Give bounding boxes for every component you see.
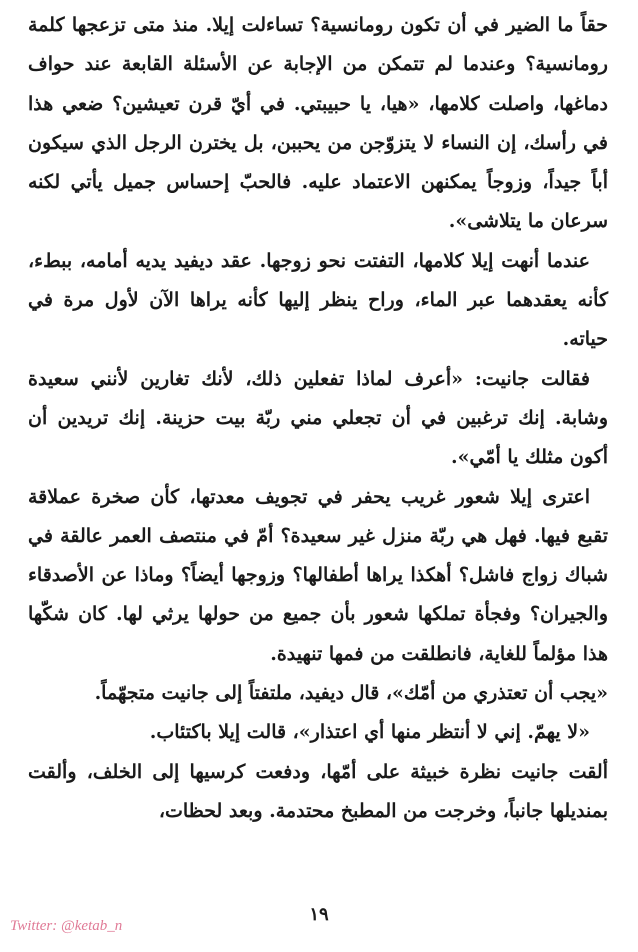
paragraph: اعترى إيلا شعور غريب يحفر في تجويف معدتها، كأن صخرة عملاقة تقبع فيها. فهل هي ربّة منزل غير سعيدة؟ أمّ في منتصف العمر عالقة في شباك زواج فاشل؟ أهكذا يراها أطفالها؟ وزوجها أيضاً؟ وماذا عن الأصدقاء والجيران؟ وفجأة تملكها شعور بأن جميع من حولها يرثي لها. كان شكّها هذا مؤلماً للغاية، فانطلقت من فمها تنهيدة. [28, 485, 608, 665]
paragraph: حقاً ما الضير في أن تكون رومانسية؟ تساءلت إيلا. منذ متى تزعجها كلمة رومانسية؟ وعندما لم تتمكن من الإجابة عن الأسئلة القابعة عند حواف دماغها، واصلت كلامها، «هيا، يا حبيبتي. في أيّ قرن تعيشين؟ ضعي هذا في رأسك، إن النساء لا يتزوّجن من يحببن، بل يخترن الرجل الذي سيكون أباً جيداً، وزوجاً يمكنهن الاعتماد عليه. فالحبّ إحساس جميل يأتي لكنه سرعان ما يتلاشى». [28, 14, 608, 233]
paragraph: عندما أنهت إيلا كلامها، التفتت نحو زوجها. عقد ديفيد يديه أمامه، ببطء، كأنه يعقدهما عبر الماء، وراح ينظر إليها كأنه يراها الآن لأول مرة في حياته. [28, 249, 608, 351]
page-number: ١٩ [309, 904, 329, 925]
paragraph: ألقت جانيت نظرة خبيثة على أمّها، ودفعت كرسيها إلى الخلف، وألقت بمنديلها جانباً، وخرجت من المطبخ محتدمة. وبعد لحظات، [28, 760, 608, 822]
paragraph: فقالت جانيت: «أعرف لماذا تفعلين ذلك، لأنك تغارين لأنني سعيدة وشابة. إنك ترغبين في أن تجعلي مني ربّة بيت حزينة. إنك تريدين أن أكون مثلك يا أمّي». [28, 367, 608, 469]
paragraph: «لا يهمّ. إني لا أنتظر منها أي اعتذار»، قالت إيلا باكتئاب. [149, 721, 590, 744]
body-text [28, 6, 608, 831]
watermark: Twitter: @ketab_n [10, 918, 123, 934]
paragraph: «يجب أن تعتذري من أمّك»، قال ديفيد، ملتفتاً إلى جانيت متجهّماً. [94, 682, 608, 705]
